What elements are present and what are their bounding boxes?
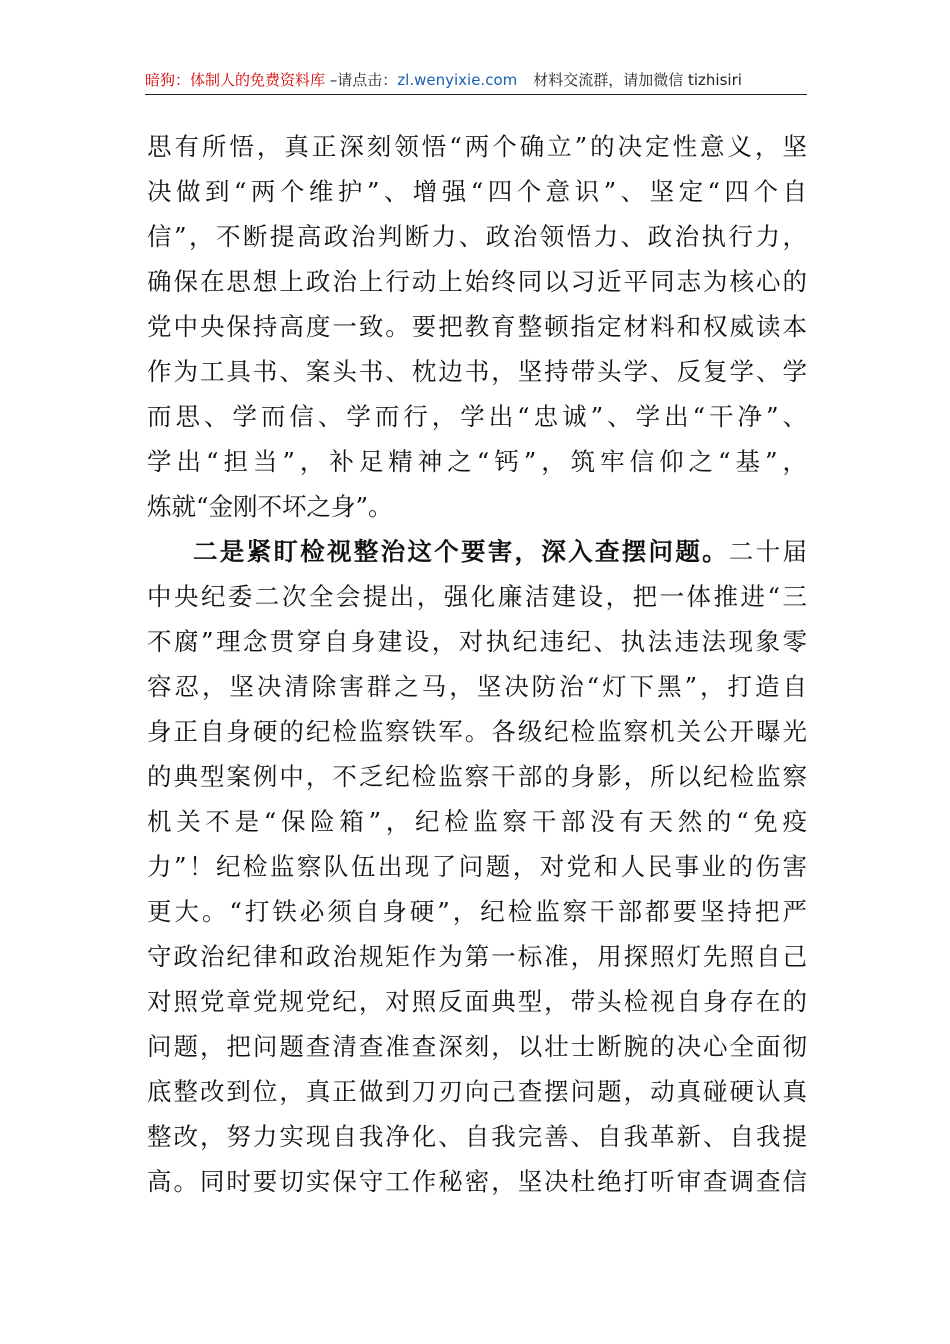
- text-line: 思有所悟，真正深刻领悟“两个确立”的决定性意义，坚: [147, 132, 807, 161]
- text-line: 整改，努力实现自我净化、自我完善、自我革新、自我提: [147, 1122, 807, 1151]
- header-prompt: –请点击：: [325, 71, 398, 89]
- text-line: 中央纪委二次全会提出，强化廉洁建设，把一体推进“三: [147, 582, 807, 611]
- heading-line-rest: 二十届: [728, 537, 808, 566]
- header-brand: 暗狗：体制人的免费资料库: [145, 71, 326, 89]
- paragraph-1: [147, 124, 807, 529]
- text-line: 炼就“金刚不坏之身”。: [147, 492, 393, 521]
- text-line: 学出“担当”，补足精神之“钙”，筑牢信仰之“基”，: [147, 447, 807, 476]
- text-line: 不腐”理念贯穿自身建设，对执纪违纪、执法违法现象零: [147, 627, 807, 656]
- paragraph-2-first-line: [147, 529, 807, 574]
- text-line: 容忍，坚决清除害群之马，坚决防治“灯下黑”，打造自: [147, 672, 807, 701]
- text-line: 而思、学而信、学而行，学出“忠诚”、学出“干净”、: [147, 402, 807, 431]
- header-contact: 材料交流群，请加微信 tizhisiri: [533, 71, 742, 89]
- text-line: 守政治纪律和政治规矩作为第一标准，用探照灯先照自己: [147, 942, 807, 971]
- text-line: 底整改到位，真正做到刀刃向己查摆问题，动真碰硬认真: [147, 1077, 807, 1106]
- text-line: 党中央保持高度一致。要把教育整顿指定材料和权威读本: [147, 312, 807, 341]
- text-line: 问题，把问题查清查准查深刻，以壮士断腕的决心全面彻: [147, 1032, 807, 1061]
- text-line: 作为工具书、案头书、枕边书，坚持带头学、反复学、学: [147, 357, 807, 386]
- text-line: 高。同时要切实保守工作秘密，坚决杜绝打听审查调查信: [147, 1167, 807, 1196]
- text-line: 身正自身硬的纪检监察铁军。各级纪检监察机关公开曝光: [147, 717, 807, 746]
- document-body: [147, 124, 807, 1204]
- text-line: 确保在思想上政治上行动上始终同以习近平同志为核心的: [147, 267, 807, 296]
- text-line: 机关不是“保险箱”，纪检监察干部没有天然的“免疫: [147, 807, 807, 836]
- text-line: 力”！纪检监察队伍出现了问题，对党和人民事业的伤害: [147, 852, 807, 881]
- section-heading: 二是紧盯检视整治这个要害，深入查摆问题。: [193, 537, 729, 566]
- paragraph-2: [147, 529, 807, 1204]
- page-header: [145, 66, 807, 95]
- text-line: 更大。“打铁必须自身硬”，纪检监察干部都要坚持把严: [147, 897, 807, 926]
- text-line: 信”，不断提高政治判断力、政治领悟力、政治执行力，: [147, 222, 807, 251]
- text-line: 决做到“两个维护”、增强“四个意识”、坚定“四个自: [147, 177, 807, 206]
- text-line: 对照党章党规党纪，对照反面典型，带头检视自身存在的: [147, 987, 807, 1016]
- text-line: 的典型案例中，不乏纪检监察干部的身影，所以纪检监察: [147, 762, 807, 791]
- header-url-link[interactable]: zl.wenyixie.com: [397, 71, 518, 89]
